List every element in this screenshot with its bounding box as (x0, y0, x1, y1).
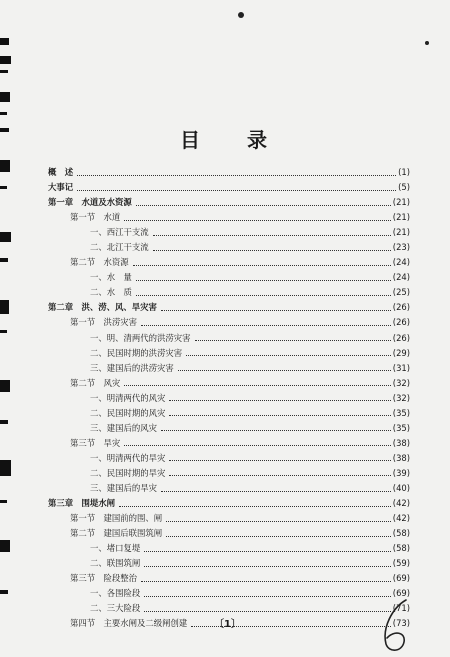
toc-entry (48, 451, 410, 466)
toc-entry-label: 二、三大险段 (90, 603, 141, 614)
toc-entry-page: (40) (392, 483, 410, 493)
toc-entry-page: (5) (398, 182, 410, 193)
toc-entry-page: (1) (398, 167, 410, 178)
toc-entry-label: 第二节 水资源 (70, 257, 129, 268)
toc-entry-page: (26) (392, 302, 410, 313)
toc-entry-label: 一、堵口复堤 (90, 543, 141, 554)
toc-entry (48, 346, 410, 361)
toc-entry (48, 406, 410, 421)
toc-entry-page: (39) (392, 467, 410, 478)
toc-entry-page: (31) (392, 362, 410, 373)
scan-mark (0, 56, 11, 64)
toc-entry-label: 第一章 水道及水资源 (48, 197, 132, 208)
toc-entry-label: 第二章 洪、涝、风、旱灾害 (48, 302, 157, 313)
scan-mark (0, 112, 7, 115)
toc-entry-page: (38) (392, 437, 410, 448)
toc-entry-page: (35) (392, 422, 410, 433)
leader-dots (161, 490, 391, 492)
scan-mark (0, 300, 9, 314)
toc-entry (48, 526, 410, 541)
leader-dots (144, 565, 391, 567)
scan-mark (0, 380, 10, 392)
toc-entry (48, 361, 410, 376)
scan-mark (0, 38, 9, 45)
leader-dots (124, 444, 391, 446)
toc-entry (48, 180, 410, 195)
toc-entry-page: (35) (392, 407, 410, 418)
leader-dots (136, 204, 391, 206)
toc-entry-label: 第一节 水道 (70, 212, 121, 223)
toc-entry-label: 二、民国时期的旱灾 (90, 467, 166, 478)
toc-entry (48, 391, 410, 406)
toc-entry-page: (24) (392, 272, 410, 283)
toc-entry (48, 571, 410, 586)
scan-speck (238, 12, 244, 18)
leader-dots (144, 550, 391, 552)
toc-entry (48, 466, 410, 481)
toc-entry-page: (21) (392, 212, 410, 223)
leader-dots (133, 264, 391, 266)
toc-entry-label: 第三节 旱灾 (70, 437, 121, 448)
toc-entry-page: (26) (392, 317, 410, 328)
toc-entry-label: 二、民国时期的风灾 (90, 407, 166, 418)
toc-entry-label: 第一节 建国前的围、闸 (70, 513, 163, 524)
scan-mark (0, 258, 8, 262)
leader-dots (186, 354, 391, 356)
toc-entry-label: 第一节 洪涝灾害 (70, 317, 137, 328)
leader-dots (144, 610, 391, 612)
toc-entry-label: 一、西江干支流 (90, 227, 149, 238)
toc-entry (48, 165, 410, 180)
scan-mark (0, 160, 10, 172)
toc-entry-label: 第三节 险段整治 (70, 573, 137, 584)
toc-entry-label: 概 述 (48, 167, 74, 178)
toc-entry-label: 一、明清两代的风灾 (90, 392, 166, 403)
toc-entry-label: 二、北江干支流 (90, 242, 149, 253)
scan-mark (0, 330, 7, 333)
toc-entry (48, 285, 410, 300)
toc-entry-label: 第二节 风灾 (70, 377, 121, 388)
toc-entry (48, 556, 410, 571)
toc-entry-label: 二、民国时期的洪涝灾害 (90, 347, 183, 358)
handwritten-mark (378, 598, 418, 654)
toc-entry-page: (24) (392, 257, 410, 268)
scan-mark (0, 92, 10, 102)
toc-entry-page: (42) (392, 498, 410, 509)
toc-entry-page: (23) (392, 242, 410, 253)
toc-entry (48, 496, 410, 511)
toc-entry (48, 270, 410, 285)
scan-mark (0, 128, 9, 132)
scan-mark (0, 590, 8, 594)
scan-speck (425, 41, 429, 45)
leader-dots (166, 535, 391, 537)
leader-dots (124, 384, 391, 386)
toc-entry-page: (69) (392, 573, 410, 584)
toc-entry-page: (71) (392, 603, 410, 614)
table-of-contents (48, 165, 410, 631)
toc-entry-label: 一、各围险段 (90, 588, 141, 599)
toc-entry (48, 225, 410, 240)
scan-mark (0, 186, 7, 189)
toc-entry-page: (32) (392, 392, 410, 403)
leader-dots (77, 189, 396, 191)
toc-entry (48, 331, 410, 346)
leader-dots (153, 249, 391, 251)
scan-mark (0, 420, 8, 424)
toc-entry-page: (42) (392, 513, 410, 524)
leader-dots (136, 294, 391, 296)
toc-entry-page: (25) (392, 287, 410, 298)
leader-dots (124, 219, 391, 221)
toc-entry-label: 第二节 建国后联围筑闸 (70, 528, 163, 539)
toc-entry (48, 421, 410, 436)
footer-page-number: 〔1〕 (214, 619, 241, 630)
toc-entry (48, 376, 410, 391)
toc-entry-page: (69) (392, 588, 410, 599)
toc-entry-page: (38) (392, 452, 410, 463)
leader-dots (178, 369, 391, 371)
leader-dots (141, 324, 391, 326)
toc-entry (48, 481, 410, 496)
leader-dots (144, 595, 391, 597)
toc-entry-label: 第四节 主要水闸及二级闸创建 (70, 618, 188, 629)
toc-entry (48, 541, 410, 556)
leader-dots (141, 580, 391, 582)
leader-dots (136, 279, 391, 281)
scan-mark (0, 500, 7, 503)
leader-dots (169, 474, 390, 476)
toc-entry (48, 586, 410, 601)
toc-entry-page: (58) (392, 528, 410, 539)
toc-entry (48, 240, 410, 255)
toc-entry-label: 一、水 量 (90, 272, 132, 283)
leader-dots (195, 339, 391, 341)
toc-entry-page: (32) (392, 377, 410, 388)
toc-entry-label: 三、建国后的风灾 (90, 422, 157, 433)
toc-entry-label: 三、建国后的洪涝灾害 (90, 362, 174, 373)
leader-dots (166, 520, 391, 522)
leader-dots (169, 414, 390, 416)
leader-dots (119, 505, 391, 507)
toc-entry-page: (26) (392, 332, 410, 343)
toc-entry-page: (73) (392, 618, 410, 629)
leader-dots (153, 234, 391, 236)
page-title: 目 录 (180, 128, 287, 152)
toc-entry-page: (59) (392, 558, 410, 569)
scan-mark (0, 460, 11, 476)
toc-entry-label: 一、明清两代的旱灾 (90, 452, 166, 463)
toc-entry-label: 第三章 围堤水闸 (48, 498, 115, 509)
leader-dots (169, 399, 390, 401)
toc-entry-page: (21) (392, 197, 410, 208)
toc-entry-label: 二、水 质 (90, 287, 132, 298)
leader-dots (161, 309, 391, 311)
toc-entry-label: 三、建国后的旱灾 (90, 483, 157, 493)
toc-entry-label: 二、联围筑闸 (90, 558, 141, 569)
toc-entry (48, 511, 410, 526)
toc-entry (48, 300, 410, 315)
leader-dots (169, 459, 390, 461)
leader-dots (161, 429, 391, 431)
toc-entry-page: (29) (392, 347, 410, 358)
toc-entry-page: (58) (392, 543, 410, 554)
scan-mark (0, 232, 11, 242)
toc-entry (48, 315, 410, 330)
toc-entry (48, 195, 410, 210)
toc-entry-page: (21) (392, 227, 410, 238)
scan-mark (0, 540, 10, 552)
toc-entry-label: 大事记 (48, 182, 74, 193)
scan-mark (0, 70, 8, 73)
toc-entry (48, 436, 410, 451)
toc-entry (48, 255, 410, 270)
toc-entry (48, 210, 410, 225)
scan-edge-marks (0, 0, 14, 657)
leader-dots (77, 174, 396, 176)
toc-entry-label: 一、明、清两代的洪涝灾害 (90, 332, 191, 343)
